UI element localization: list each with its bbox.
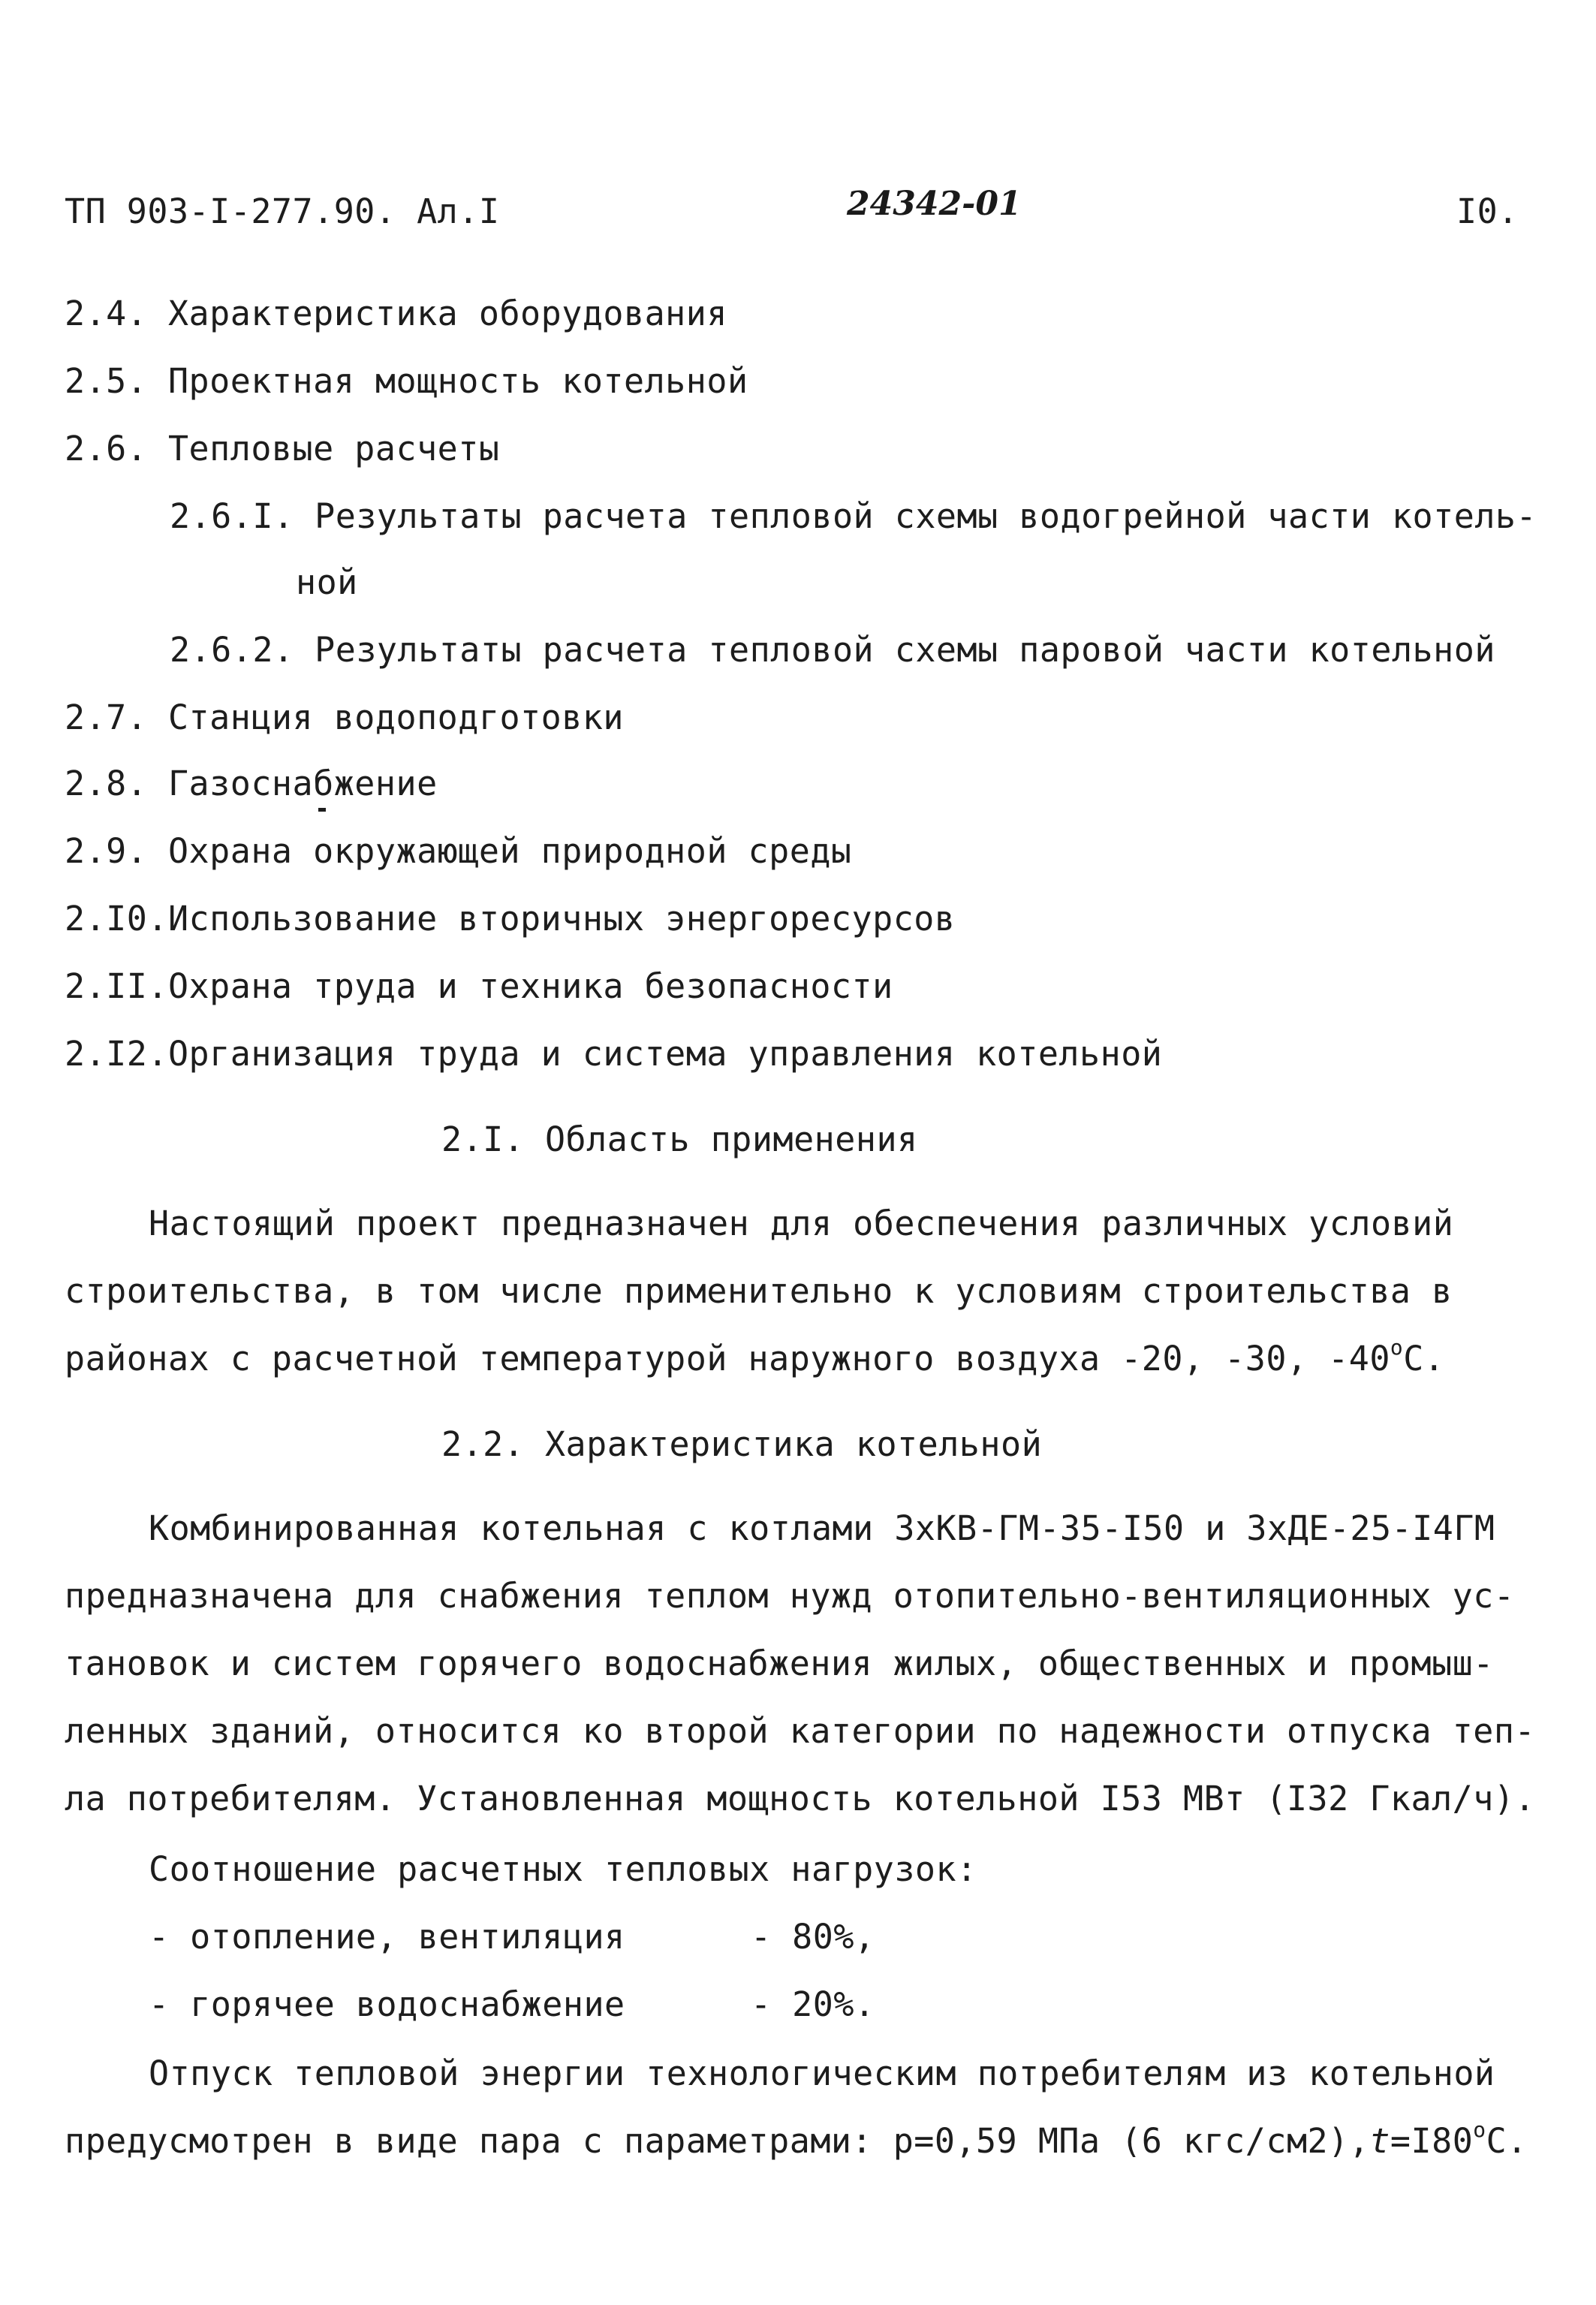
toc-item-title: Тепловые расчеты xyxy=(167,429,500,469)
toc-item xyxy=(65,1032,1162,1077)
section-heading: 2.I. Область применения xyxy=(441,1119,918,1159)
toc-item xyxy=(65,426,499,472)
degree-sign: o xyxy=(1473,2117,1486,2143)
toc-item-title: Станция водоподготовки xyxy=(167,698,624,737)
toc-item-title: Газоснабжение xyxy=(167,764,438,803)
toc-item-number: 2.7. xyxy=(65,698,148,737)
scan-mark xyxy=(318,808,326,812)
toc-item xyxy=(65,896,955,942)
toc-item-title: Охрана окружающей природной среды xyxy=(167,831,852,871)
load-item-value: - 80%, xyxy=(751,1917,875,1957)
toc-item xyxy=(65,359,748,404)
toc-item-number: 2.6.2. xyxy=(170,630,294,670)
toc-item-title: Проектная мощность котельной xyxy=(167,361,748,401)
toc-item-title: Организация труда и система управления котельной xyxy=(167,1034,1163,1074)
paragraph-line: тановок и систем горячего водоснабжения жилых, общественных и промыш- xyxy=(65,1644,1494,1683)
paragraph-line: ленных зданий, относится ко второй категории по надежности отпуска теп- xyxy=(65,1711,1536,1751)
degree-sign: o xyxy=(1390,1335,1404,1360)
toc-item-number: 2.9. xyxy=(65,831,148,871)
paragraph-line: районах с расчетной температурой наружного воздуха -20, -30, -40$^o$С. xyxy=(65,1335,1445,1378)
toc-item xyxy=(65,695,624,740)
toc-item xyxy=(65,761,438,806)
toc-item-number: 2.6. xyxy=(65,429,148,469)
page-number: I0. xyxy=(1456,191,1519,231)
toc-item-number: 2.II. xyxy=(65,966,168,1006)
document-code: ТП 903-I-277.90. Ал.I xyxy=(65,191,500,231)
paragraph-line: строительства, в том числе применительно к условиям строительства в xyxy=(65,1271,1453,1311)
paragraph-line: ла потребителям. Установленная мощность котельной I53 МВт (I32 Гкал/ч). xyxy=(65,1779,1536,1818)
paragraph-line: предусмотрен в виде пара с параметрами: р=0,59 МПа (6 кгс/$см2),t=I80^oС$. xyxy=(65,2117,1528,2161)
toc-item-title: Характеристика оборудования xyxy=(167,294,727,333)
toc-item-number: 2.8. xyxy=(65,764,148,803)
loads-intro: Соотношение расчетных тепловых нагрузок: xyxy=(149,1849,977,1889)
toc-subitem xyxy=(170,494,1537,539)
section-heading: 2.2. Характеристика котельной xyxy=(441,1424,1043,1464)
toc-item xyxy=(65,964,893,1009)
toc-item-number: 2.5. xyxy=(65,361,148,401)
paragraph-line: Отпуск тепловой энергии технологическим потребителям из котельной xyxy=(149,2053,1495,2093)
toc-item-title: Охрана труда и техника безопасности xyxy=(167,966,893,1006)
toc-item xyxy=(65,291,727,336)
toc-item-title: Результаты расчета тепловой схемы водогрейной части котель- xyxy=(315,496,1537,536)
paragraph-line: Комбинированная котельная с котлами 3хКВ-ГМ-35-I50 и 3хДЕ-25-I4ГМ xyxy=(149,1508,1495,1548)
handwritten-registration-number: 24342-01 xyxy=(847,185,1022,223)
load-item-label: - отопление, вентиляция xyxy=(149,1917,625,1957)
toc-item-number: 2.I0. xyxy=(65,899,168,939)
toc-subitem xyxy=(170,628,1495,673)
paragraph-line: Настоящий проект предназначен для обеспечения различных условий xyxy=(149,1204,1454,1243)
toc-subitem-continuation: ной xyxy=(296,562,358,602)
toc-item xyxy=(65,829,852,874)
load-item-value: - 20%. xyxy=(751,1984,875,2024)
toc-item-number: 2.6.I. xyxy=(170,496,294,536)
toc-item-number: 2.4. xyxy=(65,294,148,333)
load-item-label: - горячее водоснабжение xyxy=(149,1984,625,2024)
paragraph-line: предназначена для снабжения теплом нужд отопительно-вентиляционных ус- xyxy=(65,1576,1515,1616)
toc-item-title: Использование вторичных энергоресурсов xyxy=(167,899,956,939)
toc-item-number: 2.I2. xyxy=(65,1034,168,1074)
toc-item-title: Результаты расчета тепловой схемы паровой части котельной xyxy=(315,630,1495,670)
temperature-symbol: t xyxy=(1369,2121,1390,2161)
